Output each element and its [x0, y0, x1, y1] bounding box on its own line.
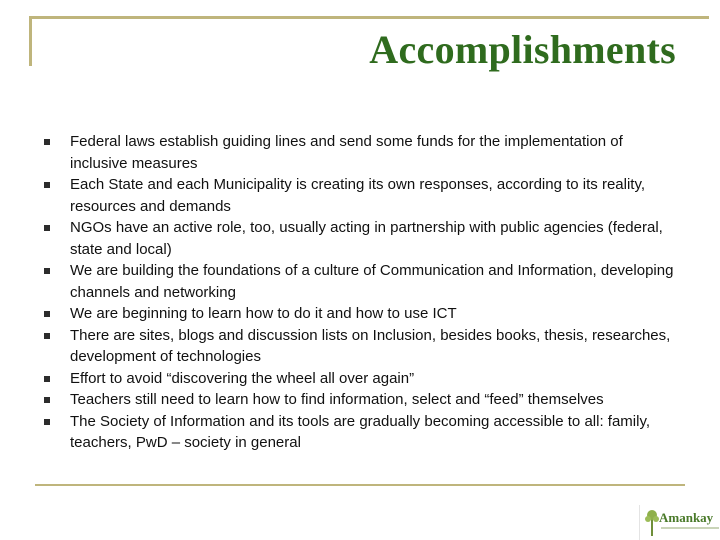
- bullet-item: [44, 303, 684, 325]
- bullet-item: [44, 368, 684, 390]
- bullet-text: NGOs have an active role, too, usually acting in partnership with public agencies (federal, state and local): [70, 219, 663, 258]
- square-bullet-icon: [44, 139, 50, 145]
- bullet-item: [44, 389, 684, 411]
- slide-title: Accomplishments: [369, 27, 676, 72]
- bullet-text: Federal laws establish guiding lines and send some funds for the implementation of inclusive measures: [70, 133, 623, 172]
- bullet-item: [44, 411, 684, 454]
- bullet-item: [44, 260, 684, 303]
- bottom-divider-line: [35, 484, 685, 486]
- bullet-item: [44, 217, 684, 260]
- bullet-text: There are sites, blogs and discussion lists on Inclusion, besides books, thesis, researches, development of technologies: [70, 326, 671, 365]
- bullet-item: [44, 131, 684, 174]
- square-bullet-icon: [44, 397, 50, 403]
- bullet-text: Effort to avoid “discovering the wheel all over again”: [70, 369, 415, 387]
- logo-tagline-mark: [661, 527, 719, 529]
- amankay-logo: [639, 505, 720, 540]
- square-bullet-icon: [44, 225, 50, 231]
- bullet-text: The Society of Information and its tools are gradually becoming accessible to all: family, teachers, PwD – society in general: [70, 412, 651, 451]
- square-bullet-icon: [44, 419, 50, 425]
- bullet-item: [44, 174, 684, 217]
- bullet-list: [44, 131, 684, 454]
- logo-wordmark: Amankay: [659, 510, 714, 525]
- square-bullet-icon: [44, 333, 50, 339]
- top-divider-line: [29, 16, 709, 19]
- bullet-text: Each State and each Municipality is creating its own responses, according to its reality, resources and demands: [70, 176, 646, 215]
- bullet-item: [44, 325, 684, 368]
- bullet-text: Teachers still need to learn how to find information, select and “feed” themselves: [70, 391, 604, 408]
- square-bullet-icon: [44, 182, 50, 188]
- left-accent-line: [29, 16, 32, 66]
- bullet-text: We are beginning to learn how to do it and how to use ICT: [70, 305, 457, 322]
- square-bullet-icon: [44, 311, 50, 317]
- tree-icon: [644, 507, 660, 537]
- square-bullet-icon: [44, 376, 50, 382]
- square-bullet-icon: [44, 268, 50, 274]
- bullet-text: We are building the foundations of a culture of Communication and Information, developing channels and networking: [70, 262, 674, 301]
